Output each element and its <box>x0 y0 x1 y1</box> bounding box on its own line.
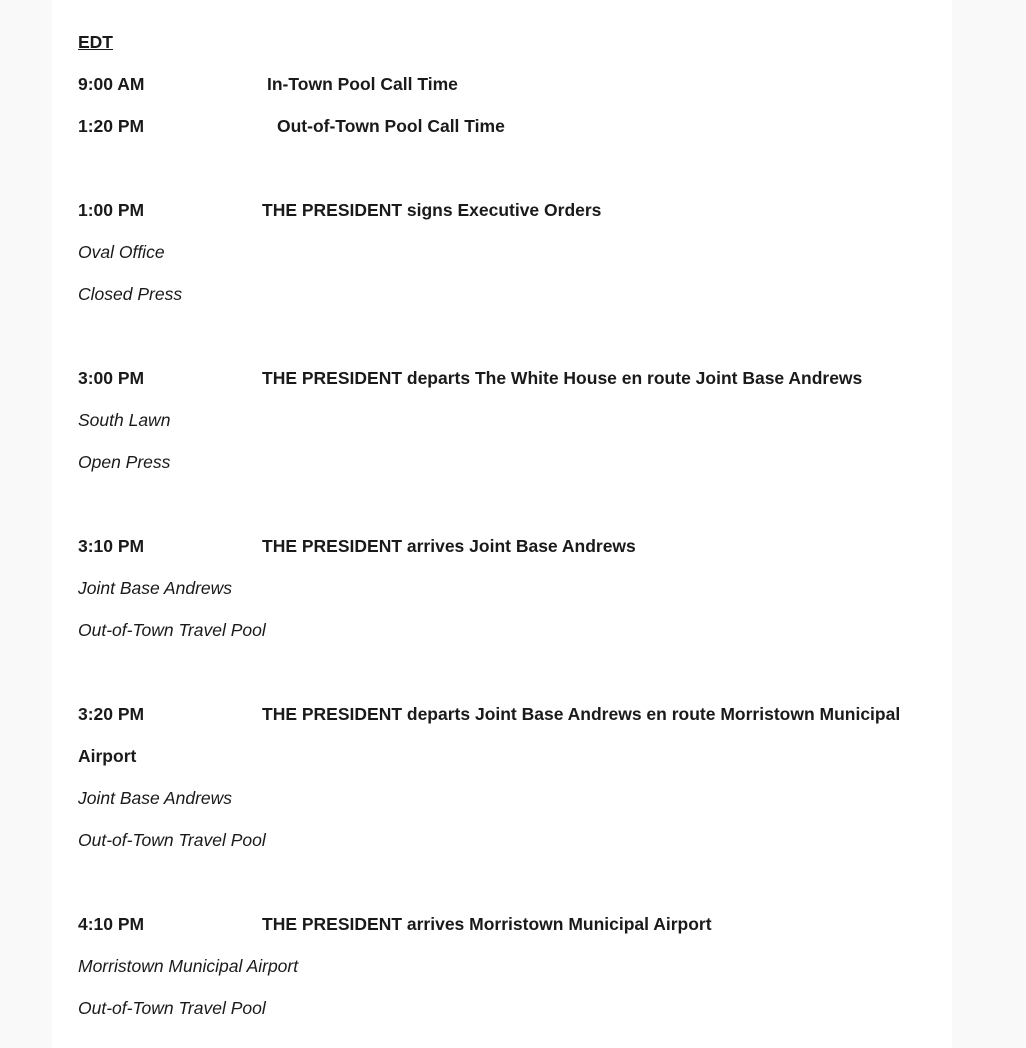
call-time: 9:00 AM <box>78 74 145 94</box>
event-press: Closed Press <box>78 284 183 304</box>
event-press: Open Press <box>78 452 171 472</box>
event-title: THE PRESIDENT departs The White House en route Joint Base Andrews <box>262 368 863 388</box>
event-location: Oval Office <box>78 242 165 262</box>
event-press: Out-of-Town Travel Pool <box>78 998 266 1018</box>
event-title: THE PRESIDENT arrives Morristown Municipal Airport <box>262 914 712 934</box>
event-press: Out-of-Town Travel Pool <box>78 620 266 640</box>
event-location: Morristown Municipal Airport <box>78 956 299 976</box>
event-time: 4:10 PM <box>78 914 145 934</box>
event-location: South Lawn <box>78 410 171 430</box>
event-location: Joint Base Andrews <box>78 578 233 598</box>
call-time-label: Out-of-Town Pool Call Time <box>277 116 505 136</box>
event-time: 3:00 PM <box>78 368 145 388</box>
event-time: 3:10 PM <box>78 536 145 556</box>
event-title: THE PRESIDENT arrives Joint Base Andrews <box>262 536 636 556</box>
event-time: 3:20 PM <box>78 704 145 724</box>
event-title-continued: Airport <box>78 746 137 766</box>
event-time: 1:00 PM <box>78 200 145 220</box>
event-title: THE PRESIDENT signs Executive Orders <box>262 200 602 220</box>
call-time-label: In-Town Pool Call Time <box>267 74 458 94</box>
event-press: Out-of-Town Travel Pool <box>78 830 266 850</box>
event-location: Joint Base Andrews <box>78 788 233 808</box>
timezone-heading: EDT <box>78 32 113 52</box>
event-title: THE PRESIDENT departs Joint Base Andrews en route Morristown Municipal <box>262 704 901 724</box>
call-time: 1:20 PM <box>78 116 145 136</box>
schedule-page <box>52 0 952 1048</box>
